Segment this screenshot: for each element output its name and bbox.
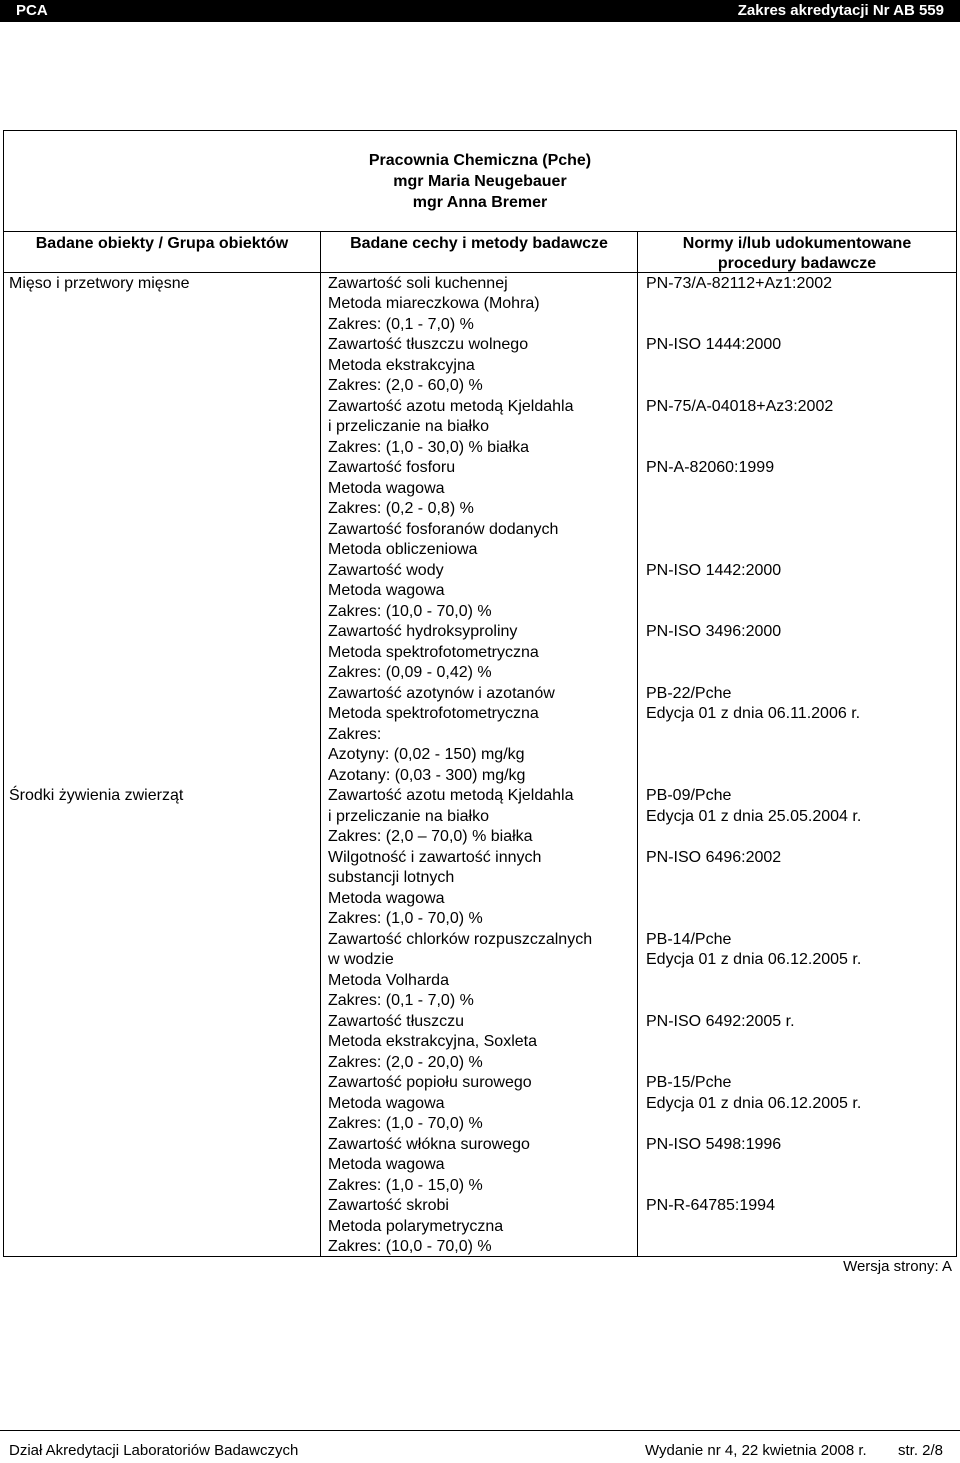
column-divider-1	[320, 232, 321, 1256]
feature-line: Zakres: (0,1 - 7,0) %	[328, 316, 474, 333]
page-version: Wersja strony: A	[843, 1258, 952, 1275]
feature-line: Metoda Volharda	[328, 972, 449, 989]
feature-line: Zawartość tłuszczu wolnego	[328, 336, 529, 353]
column-header-divider	[4, 272, 956, 273]
norm-line: Edycja 01 z dnia 06.11.2006 r.	[646, 705, 861, 722]
feature-line: Metoda wagowa	[328, 890, 445, 907]
feature-line: Metoda ekstrakcyjna	[328, 357, 475, 374]
feature-line: Metoda obliczeniowa	[328, 541, 478, 558]
norm-line: PN-A-82060:1999	[646, 459, 775, 476]
feature-line: Zawartość włókna surowego	[328, 1136, 530, 1153]
lab-header	[4, 150, 956, 213]
feature-line: Zakres: (1,0 - 30,0) % białka	[328, 439, 529, 456]
feature-line: Metoda wagowa	[328, 582, 445, 599]
feature-line: Zawartość soli kuchennej	[328, 275, 508, 292]
top-header-bar	[0, 0, 960, 22]
norm-line: PB-15/Pche	[646, 1074, 732, 1091]
column-header-objects: Badane obiekty / Grupa obiektów	[35, 235, 289, 252]
column-header-norms-line2: procedury badawcze	[717, 255, 877, 272]
feature-line: Zawartość azotynów i azotanów	[328, 685, 555, 702]
feature-line: Metoda polarymetryczna	[328, 1218, 504, 1235]
feature-line: Metoda wagowa	[328, 480, 445, 497]
feature-line: Zakres: (1,0 - 15,0) %	[328, 1177, 483, 1194]
feature-line: i przeliczanie na białko	[328, 418, 489, 435]
norm-line: PN-ISO 5498:1996	[646, 1136, 782, 1153]
norm-line: PN-75/A-04018+Az3:2002	[646, 398, 834, 415]
feature-line: Zawartość hydroksyproliny	[328, 623, 518, 640]
lab-name: Pracownia Chemiczna (Pche)	[368, 152, 592, 169]
norm-line: PB-22/Pche	[646, 685, 732, 702]
header-title: Zakres akredytacji Nr AB 559	[737, 2, 944, 19]
feature-line: Zawartość wody	[328, 562, 444, 579]
norm-line: PN-ISO 3496:2000	[646, 623, 782, 640]
feature-line: w wodzie	[328, 951, 394, 968]
feature-line: Zakres: (2,0 - 60,0) %	[328, 377, 483, 394]
feature-line: Zawartość skrobi	[328, 1197, 449, 1214]
feature-line: Metoda spektrofotometryczna	[328, 705, 539, 722]
feature-line: Metoda spektrofotometryczna	[328, 644, 539, 661]
feature-line: Zakres: (1,0 - 70,0) %	[328, 1115, 483, 1132]
norm-line: PN-ISO 1442:2000	[646, 562, 782, 579]
feature-line: Azotany: (0,03 - 300) mg/kg	[328, 767, 526, 784]
feature-line: Azotyny: (0,02 - 150) mg/kg	[328, 746, 525, 763]
norm-line: PB-14/Pche	[646, 931, 732, 948]
footer-department: Dział Akredytacji Laboratoriów Badawczych	[9, 1442, 299, 1459]
feature-line: Zakres: (2,0 - 20,0) %	[328, 1054, 483, 1071]
norm-line: PN-ISO 6492:2005 r.	[646, 1013, 795, 1030]
column-header-features: Badane cechy i metody badawcze	[350, 235, 608, 252]
feature-line: Zawartość tłuszczu	[328, 1013, 465, 1030]
feature-line: Metoda ekstrakcyjna, Soxleta	[328, 1033, 537, 1050]
footer-page-number: str. 2/8	[898, 1442, 944, 1459]
lab-person-2: mgr Anna Bremer	[412, 194, 548, 211]
norm-line: PN-73/A-82112+Az1:2002	[646, 275, 833, 292]
column-header-norms	[638, 234, 956, 274]
feature-line: Zawartość azotu metodą Kjeldahla	[328, 787, 574, 804]
norm-line: Edycja 01 z dnia 25.05.2004 r.	[646, 808, 862, 825]
group-label: Mięso i przetwory mięsne	[9, 275, 190, 292]
feature-line: Zakres:	[328, 726, 382, 743]
feature-line: Metoda wagowa	[328, 1095, 445, 1112]
feature-line: Metoda miareczkowa (Mohra)	[328, 295, 540, 312]
column-header-norms-line1: Normy i/lub udokumentowane	[682, 235, 912, 252]
feature-line: Wilgotność i zawartość innych	[328, 849, 542, 866]
norm-line: PB-09/Pche	[646, 787, 732, 804]
feature-line: Zakres: (10,0 - 70,0) %	[328, 1238, 492, 1255]
feature-line: Zakres: (0,2 - 0,8) %	[328, 500, 474, 517]
norm-line: PN-R-64785:1994	[646, 1197, 775, 1214]
feature-line: Zakres: (10,0 - 70,0) %	[328, 603, 492, 620]
header-org: PCA	[16, 2, 48, 19]
feature-line: Zawartość popiołu surowego	[328, 1074, 532, 1091]
feature-line: Zawartość chlorków rozpuszczalnych	[328, 931, 593, 948]
header-divider	[4, 231, 956, 232]
feature-line: Zakres: (0,09 - 0,42) %	[328, 664, 492, 681]
feature-line: i przeliczanie na białko	[328, 808, 489, 825]
column-divider-2	[637, 232, 638, 1256]
feature-line: substancji lotnych	[328, 869, 455, 886]
feature-line: Zawartość azotu metodą Kjeldahla	[328, 398, 574, 415]
norm-line: Edycja 01 z dnia 06.12.2005 r.	[646, 1095, 862, 1112]
group-label: Środki żywienia zwierząt	[9, 787, 184, 804]
feature-line: Zawartość fosforu	[328, 459, 456, 476]
norm-line: PN-ISO 6496:2002	[646, 849, 782, 866]
feature-line: Zakres: (0,1 - 7,0) %	[328, 992, 474, 1009]
footer-edition: Wydanie nr 4, 22 kwietnia 2008 r.	[645, 1442, 867, 1459]
feature-line: Zakres: (1,0 - 70,0) %	[328, 910, 483, 927]
norm-line: Edycja 01 z dnia 06.12.2005 r.	[646, 951, 862, 968]
feature-line: Zawartość fosforanów dodanych	[328, 521, 559, 538]
lab-person-1: mgr Maria Neugebauer	[393, 173, 567, 190]
footer-divider	[0, 1430, 960, 1431]
feature-line: Zakres: (2,0 – 70,0) % białka	[328, 828, 533, 845]
norm-line: PN-ISO 1444:2000	[646, 336, 782, 353]
feature-line: Metoda wagowa	[328, 1156, 445, 1173]
